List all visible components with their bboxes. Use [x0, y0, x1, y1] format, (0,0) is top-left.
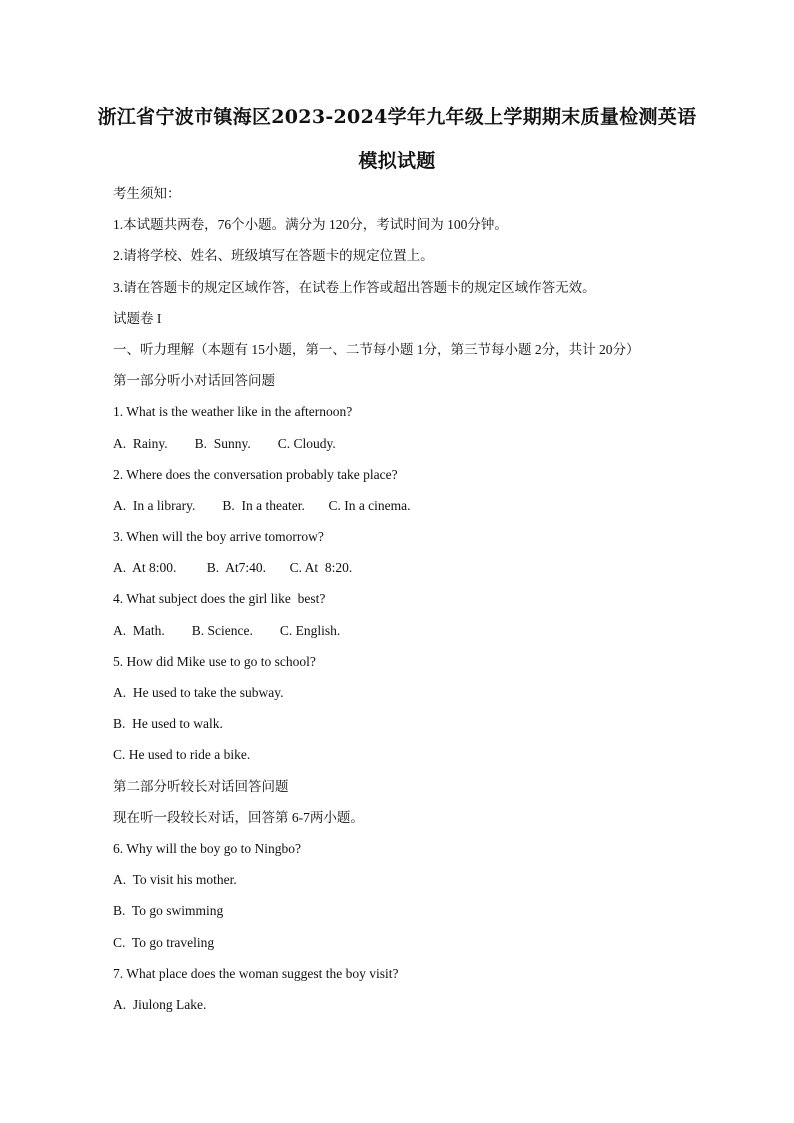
instruction-3: 3.请在答题卡的规定区域作答，在试卷上作答或超出答题卡的规定区域作答无效。 — [113, 279, 596, 295]
question-6-option-b: B. To go swimming — [113, 903, 224, 919]
question-5-option-a: A. He used to take the subway. — [113, 685, 284, 700]
question-6-option-a: A. To visit his mother. — [113, 872, 237, 888]
question-7: 7. What place does the woman suggest the boy visit? — [113, 965, 399, 981]
section-heading-short-dialogues: 第一部分听小对话回答问题 — [113, 373, 275, 389]
document-body — [113, 185, 733, 1027]
question-2-options: A. In a library. B. In a theater. C. In a cinema. — [113, 497, 411, 513]
document-title: 浙江省宁波市镇海区2023-2024学年九年级上学期期末质量检测英语 — [97, 106, 697, 128]
question-7-option-a: A. Jiulong Lake. — [113, 996, 207, 1012]
dialogue-instruction: 现在听一段较长对话，回答第 6-7两小题。 — [113, 809, 364, 825]
section-heading-long-dialogues: 第二部分听较长对话回答问题 — [113, 778, 289, 794]
document-subtitle: 模拟试题 — [358, 150, 436, 172]
part-heading-listening: 一、听力理解（本题有 15小题，第一、二节每小题 1分，第三节每小题 2分，共计 20分） — [113, 341, 640, 357]
question-2: 2. Where does the conversation probably take place? — [113, 466, 398, 482]
question-5-option-b: B. He used to walk. — [113, 716, 223, 732]
question-4-options: A. Math. B. Science. C. English. — [113, 622, 341, 638]
question-1-options: A. Rainy. B. Sunny. C. Cloudy. — [113, 435, 336, 451]
question-6: 6. Why will the boy go to Ningbo? — [113, 840, 301, 856]
instruction-2: 2.请将学校、姓名、班级填写在答题卡的规定位置上。 — [113, 248, 434, 264]
question-5: 5. How did Mike use to go to school? — [113, 653, 316, 669]
instructions-heading: 考生须知： — [113, 186, 181, 201]
question-4: 4. What subject does the girl like best? — [113, 591, 326, 607]
question-1: 1. What is the weather like in the afternoon? — [113, 404, 353, 420]
paper-section-label: 试题卷 I — [113, 310, 162, 326]
question-5-option-c: C. He used to ride a bike. — [113, 747, 251, 763]
question-3-options: A. At 8:00. B. At7:40. C. At 8:20. — [113, 560, 353, 576]
instruction-1: 1.本试题共两卷，76个小题。满分为 120分，考试时间为 100分钟。 — [113, 217, 508, 233]
question-6-option-c: C. To go traveling — [113, 934, 215, 950]
question-3: 3. When will the boy arrive tomorrow? — [113, 529, 324, 545]
